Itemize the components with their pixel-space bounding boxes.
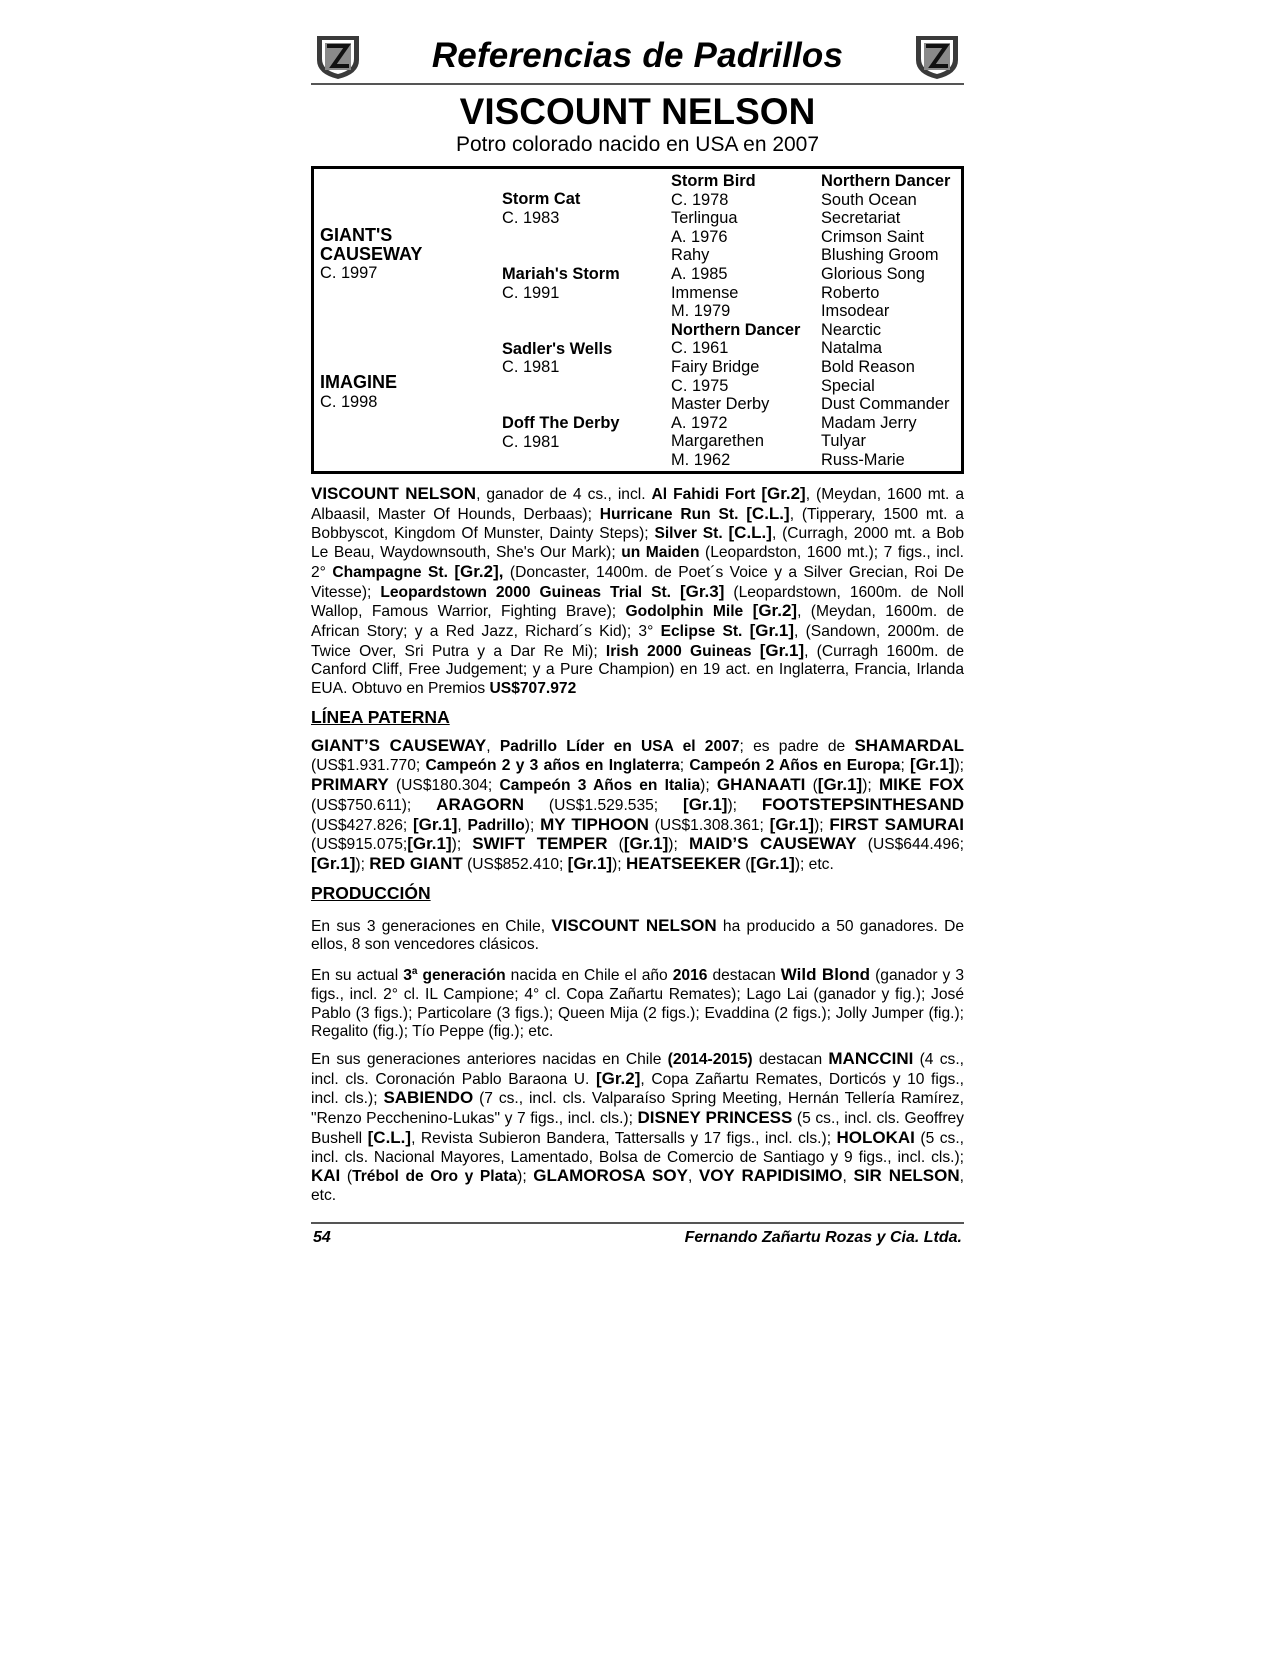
- text-run: destacan: [752, 1051, 829, 1069]
- race-name: un Maiden: [621, 544, 700, 562]
- race-name: Champagne St.: [332, 563, 448, 581]
- pedigree-gen4-cell: Natalma: [821, 339, 883, 358]
- pedigree-gen3-cell: A. 1976: [671, 227, 728, 246]
- race-name: Silver St.: [654, 525, 723, 543]
- text-run: (7 cs., incl. cls. Valparaíso Spring Meeting, Hernán Tellería Ramírez, "Renzo Pecchenino-Lukas" y 7 figs., incl. cls.);: [311, 1090, 964, 1128]
- horse-name-inline: GHANAATI: [716, 775, 806, 795]
- grade-badge: [Gr.2]: [761, 484, 806, 503]
- text-run: ; es padre de: [739, 737, 855, 755]
- grade-badge: [Gr.1]: [769, 814, 815, 834]
- grade-badge: [Gr.2]: [595, 1068, 641, 1088]
- pedigree-gen3-cell: Immense: [671, 283, 739, 302]
- text-run: En su actual: [311, 967, 404, 985]
- grade-badge: [Gr.2],: [454, 561, 504, 581]
- text-run: (: [340, 1168, 353, 1186]
- text-run: ;: [900, 757, 911, 775]
- text-run: (Leopardston, 1600 mt.); 7 figs., incl. 2°: [311, 544, 964, 581]
- horse-name-inline: VOY RAPIDISIMO: [698, 1166, 843, 1186]
- race-name: Leopardstown 2000 Guineas Trial St.: [380, 583, 672, 601]
- pedigree-gen3-cell: A. 1985: [671, 265, 728, 283]
- text-run: (US$644.496;: [856, 836, 964, 854]
- dam-info: C. 1998: [320, 393, 378, 411]
- text-run: (US$852.410;: [462, 855, 568, 873]
- text-run: En sus generaciones anteriores nacidas en Chile: [311, 1051, 668, 1069]
- horse-name-inline: PRIMARY: [311, 775, 389, 795]
- text-run: );: [727, 796, 762, 814]
- title-text: Padrillo Líder en USA el 2007: [499, 737, 740, 755]
- pedigree-gen4-cell: Northern Dancer: [821, 172, 951, 190]
- pedigree-gen4-cell: South Ocean: [821, 190, 917, 209]
- text-run: (US$1.529.535;: [524, 796, 684, 814]
- text-run: , (Meydan, 1600 mt. a Albaasil, Master Of Hounds, Derbaas);: [311, 486, 965, 523]
- pedigree-gen3-cell: C. 1978: [671, 190, 729, 209]
- sire-name: GIANT'S: [320, 225, 393, 245]
- text-run: (ganador y 3 figs., incl. 2° cl. IL Campione; 4° cl. Copa Zañartu Remates); Lago Lai (ganador y fig.); José Pablo (3 figs.); Particolare (3 figs.); Queen Mija (2 figs.); Evaddina (2 figs.); Jolly Jumper (fig.); Regalito (fig.); Tío Peppe (fig.); etc.: [311, 967, 965, 1041]
- pedigree-gen4-cell: Imsodear: [821, 302, 890, 321]
- dam-dam-name: Doff The Derby: [502, 414, 620, 432]
- text-run: );: [862, 777, 879, 795]
- grade-badge: [Gr.1]: [311, 853, 356, 873]
- text-run: (Doncaster, 1400m. de Poet´s Voice y a Silver Grecian, Roi De Vitesse);: [311, 563, 964, 601]
- text-run: ); etc.: [794, 855, 834, 873]
- publisher-name: Fernando Zañartu Rozas y Cia. Ltda.: [684, 1229, 962, 1246]
- horse-name-inline: Wild Blond: [780, 965, 871, 985]
- text-run: ;: [679, 757, 690, 775]
- text-run: ha producido a 50 ganadores. De ellos, 8 son vencedores clásicos.: [311, 917, 964, 954]
- grade-badge: [Gr.1]: [407, 834, 452, 854]
- text-run: ,: [842, 1168, 854, 1186]
- text-run: , Revista Subieron Bandera, Tattersalls y 17 figs., incl. cls.);: [411, 1129, 837, 1147]
- grade-badge: [C.L.]: [746, 503, 790, 523]
- sire-info: C. 1997: [320, 264, 378, 282]
- race-record-paragraph: [311, 485, 964, 699]
- dam-name: IMAGINE: [320, 372, 398, 392]
- text-run: );: [700, 777, 717, 795]
- text-run: , ganador de 4 cs., incl.: [476, 486, 652, 503]
- race-name: Irish 2000 Guineas: [605, 642, 752, 660]
- page-number: 54: [313, 1229, 331, 1246]
- title-text: Padrillo: [467, 816, 525, 834]
- pedigree-gen4-cell: Bold Reason: [821, 358, 915, 376]
- pedigree-gen4-cell: Crimson Saint: [821, 227, 924, 246]
- zanartu-logo-icon: [912, 32, 962, 80]
- text-run: (US$427.826;: [311, 816, 414, 834]
- grade-badge: [Gr.1]: [910, 755, 955, 775]
- horse-subtitle: Potro colorado nacido en USA en 2007: [455, 133, 820, 156]
- pedigree-gen4-cell: Secretariat: [821, 209, 901, 228]
- ordinal-suffix: a: [411, 966, 418, 978]
- page-footer: [311, 1222, 964, 1246]
- text-run: );: [954, 757, 964, 775]
- grade-badge: [Gr.1]: [623, 834, 669, 854]
- grade-badge: [Gr.1]: [749, 620, 795, 640]
- production-summary-paragraph: [311, 917, 964, 955]
- sire-name: CAUSEWAY: [320, 244, 423, 264]
- pedigree-table: [311, 166, 964, 474]
- pedigree-gen4-cell: Nearctic: [821, 320, 882, 339]
- race-name: Hurricane Run St.: [599, 505, 739, 523]
- sire-line-paragraph: [311, 737, 964, 875]
- grade-badge: [Gr.2]: [752, 601, 798, 621]
- horse-name-inline: MANCCINI: [828, 1049, 914, 1069]
- horse-name-inline: HEATSEEKER: [625, 853, 741, 873]
- pedigree-gen3-cell: C. 1961: [671, 339, 729, 358]
- pedigree-gen4-cell: Dust Commander: [821, 395, 950, 414]
- earnings-value: US$707.972: [489, 680, 577, 698]
- text-run: , Copa Zañartu Remates, Dorticós y 10 figs., incl. cls.);: [311, 1070, 964, 1108]
- text-run: (US$1.308.361;: [648, 816, 770, 834]
- sire-sire-name: Storm Cat: [502, 190, 581, 208]
- header-title: Referencias de Padrillos: [431, 36, 844, 75]
- pedigree-gen4-cell: Madam Jerry: [821, 413, 917, 432]
- horse-name-inline: SABIENDO: [383, 1088, 474, 1108]
- grade-badge: [Gr.1]: [567, 853, 613, 873]
- horse-name-inline: VISCOUNT NELSON: [551, 915, 717, 935]
- horse-name-inline: FIRST SAMURAI: [829, 814, 964, 834]
- grade-badge: [Gr.1]: [683, 794, 728, 814]
- text-run: , etc.: [311, 1168, 964, 1204]
- text-run: (5 cs., incl. cls. Nacional Mayores, Lamentado, Bolsa de Comercio de Santiago y 9 figs., incl. cls.);: [311, 1129, 964, 1166]
- page-header: [311, 30, 964, 86]
- title-text: Campeón 2 y 3 años en Inglaterra: [425, 757, 680, 775]
- title-text: Campeón 3 Años en Italia: [499, 777, 701, 795]
- pedigree-gen3-cell: Margarethen: [671, 432, 764, 451]
- previous-generations-paragraph: [311, 1050, 964, 1206]
- pedigree-gen3-cell: Storm Bird: [671, 172, 756, 190]
- horse-name-inline: DISNEY PRINCESS: [637, 1108, 793, 1128]
- horse-name-inline: KAI: [311, 1166, 341, 1186]
- document-page: [311, 30, 964, 1206]
- title-text: Campeón 2 Años en Europa: [689, 757, 901, 775]
- pedigree-gen4-cell: Russ-Marie: [821, 451, 905, 469]
- horse-name-inline: SIR NELSON: [853, 1166, 960, 1186]
- horse-name-inline: SWIFT TEMPER: [472, 834, 608, 854]
- grade-badge: [Gr.3]: [680, 581, 725, 601]
- pedigree-gen4-cell: Special: [821, 376, 875, 395]
- dam-dam-info: C. 1981: [502, 433, 560, 451]
- race-name: Godolphin Mile: [625, 603, 744, 621]
- pedigree-gen4-cell: Tulyar: [821, 432, 866, 451]
- text-run: (: [607, 836, 624, 854]
- pedigree-gen3-cell: M. 1979: [671, 302, 731, 321]
- grade-badge: [Gr.1]: [817, 775, 863, 795]
- text-run: );: [355, 855, 370, 873]
- sire-dam-info: C. 1991: [502, 284, 560, 302]
- pedigree-gen3-cell: Terlingua: [671, 209, 738, 228]
- grade-badge: [Gr.1]: [750, 853, 795, 873]
- text-run: );: [612, 855, 626, 873]
- horse-name-inline: GLAMOROSA SOY: [533, 1166, 688, 1186]
- horse-name: VISCOUNT NELSON: [459, 91, 816, 132]
- horse-name-inline: MY TIPHOON: [540, 814, 649, 834]
- title-text: Trébol de Oro y Plata: [352, 1168, 518, 1186]
- current-generation-paragraph: [311, 963, 964, 1042]
- year-text: 2016: [672, 967, 708, 985]
- horse-name-inline: HOLOKAI: [836, 1127, 915, 1147]
- race-name: Al Fahidi Fort: [651, 486, 756, 503]
- text-run: );: [517, 1168, 534, 1186]
- text-run: (5 cs., incl. cls. Geoffrey Bushell: [311, 1110, 964, 1147]
- dam-sire-info: C. 1981: [502, 358, 560, 376]
- dam-sire-name: Sadler's Wells: [502, 340, 613, 358]
- text-run: (US$750.611);: [311, 796, 437, 814]
- pedigree-gen4-cell: Roberto: [821, 283, 880, 302]
- pedigree-gen4-cell: Glorious Song: [821, 265, 925, 283]
- text-run: (US$1.931.770;: [311, 757, 426, 775]
- text-run: (US$180.304;: [388, 777, 500, 795]
- horse-name-inline: ARAGORN: [436, 794, 525, 814]
- horse-name-inline: RED GIANT: [369, 853, 463, 873]
- text-run: ,: [687, 1168, 699, 1186]
- horse-name-inline: MAID’S CAUSEWAY: [688, 834, 857, 854]
- pedigree-gen3-cell: Northern Dancer: [671, 320, 801, 339]
- year-text: (2014-2015): [667, 1051, 753, 1069]
- grade-badge: [C.L.]: [728, 523, 772, 543]
- header-rule: [311, 83, 964, 85]
- race-name: Eclipse St.: [660, 622, 743, 640]
- text-run: , (Curragh, 2000 mt. a Bob Le Beau, Waydownsouth, She's Our Mark);: [311, 525, 964, 562]
- text-run: );: [814, 816, 830, 834]
- pedigree-gen3-cell: Master Derby: [671, 395, 770, 414]
- text-run: , (Meydan, 1600m. de African Story; y a Red Jazz, Richard´s Kid); 3°: [311, 603, 964, 640]
- text-run: );: [451, 836, 473, 854]
- text-run: (4 cs., incl. cls. Coronación Pablo Baraona U.: [311, 1051, 964, 1088]
- grade-badge: [Gr.1]: [413, 814, 458, 834]
- text-run: (: [805, 777, 818, 795]
- sire-sire-info: C. 1983: [502, 209, 560, 227]
- grade-badge: [C.L.]: [367, 1127, 412, 1147]
- section-heading-produccion: PRODUCCIÓN: [311, 882, 431, 903]
- text-run: , (Tipperary, 1500 mt. a Bobbyscot, Kingdom Of Munster, Dainty Steps);: [311, 505, 964, 543]
- ordinal-text: 3: [403, 967, 412, 985]
- pedigree-gen3-cell: Fairy Bridge: [671, 358, 760, 376]
- text-run: (: [740, 855, 751, 873]
- horse-name-inline: FOOTSTEPSINTHESAND: [761, 794, 964, 814]
- text-run: destacan: [707, 967, 781, 985]
- horse-name-inline: MIKE FOX: [878, 775, 965, 795]
- title-text: generación: [417, 967, 506, 985]
- sire-dam-name: Mariah's Storm: [502, 265, 620, 283]
- text-run: nacida en Chile el año: [505, 967, 673, 985]
- pedigree-gen3-cell: A. 1972: [671, 413, 728, 432]
- text-run: );: [524, 816, 541, 834]
- pedigree-gen3-cell: C. 1975: [671, 376, 729, 395]
- text-run: );: [668, 836, 689, 854]
- text-run: En sus 3 generaciones en Chile,: [311, 917, 552, 935]
- pedigree-gen3-cell: Rahy: [671, 246, 710, 265]
- text-run: (Leopardstown, 1600m. de Noll Wallop, Famous Warrior, Fighting Brave);: [311, 583, 964, 621]
- section-heading-linea-paterna: LÍNEA PATERNA: [311, 706, 450, 727]
- horse-name-inline: GIANT’S CAUSEWAY: [311, 735, 487, 755]
- pedigree-gen3-cell: M. 1962: [671, 451, 731, 469]
- text-run: ,: [486, 737, 500, 755]
- grade-badge: [Gr.1]: [759, 640, 805, 660]
- text-run: ,: [457, 816, 468, 834]
- text-run: , (Curragh 1600m. de Canford Cliff, Free Judgement; y a Pure Champion) en 19 act. en Inglaterra, Francia, Irlanda EUA. Obtuvo en Premios: [311, 642, 964, 698]
- horse-name-inline: SHAMARDAL: [854, 735, 965, 755]
- text-run: , (Sandown, 2000m. de Twice Over, Sri Putra y a Dar Re Mi);: [311, 622, 964, 660]
- pedigree-gen4-cell: Blushing Groom: [821, 246, 939, 265]
- horse-name-inline: VISCOUNT NELSON: [311, 484, 477, 503]
- text-run: (US$915.075;: [311, 836, 408, 854]
